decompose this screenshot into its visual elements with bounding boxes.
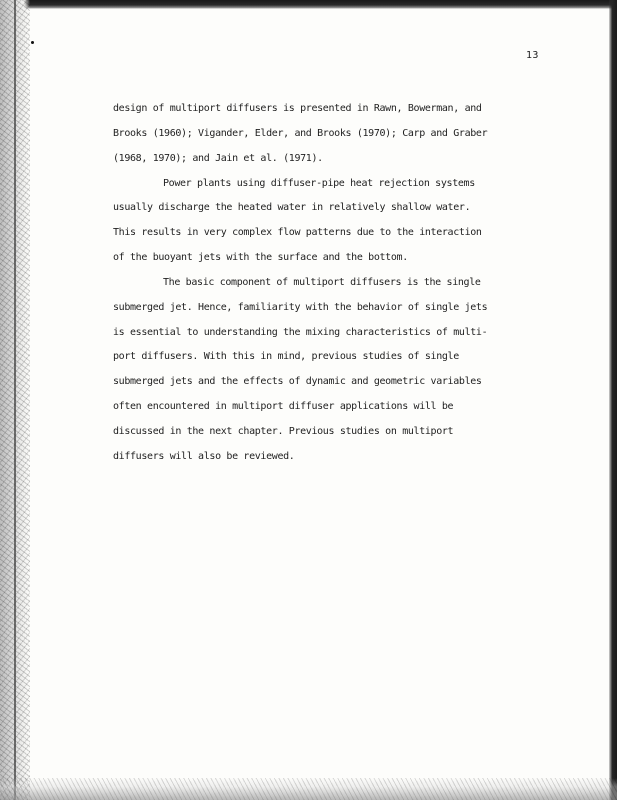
paragraph-first-line: The basic component of multiport diffusers is the single	[163, 276, 481, 288]
text-line: This results in very complex flow patterns due to the interaction	[113, 227, 482, 239]
text-line: submerged jets and the effects of dynamic and geometric variables	[113, 376, 482, 388]
text-line: port diffusers. With this in mind, previous studies of single	[113, 351, 459, 363]
scan-edge-right	[609, 0, 617, 800]
scan-speck	[31, 41, 34, 44]
text-line: (1968, 1970); and Jain et al. (1971).	[113, 152, 323, 164]
paragraph-first-line: Power plants using diffuser-pipe heat rejection systems	[163, 177, 475, 189]
binding-shadow-line	[14, 0, 16, 800]
text-line: discussed in the next chapter. Previous studies on multiport	[113, 425, 454, 437]
text-line: is essential to understanding the mixing characteristics of multi-	[113, 326, 488, 338]
scan-edge-bottom	[0, 778, 617, 800]
text-line: submerged jet. Hence, familiarity with the behavior of single jets	[113, 301, 488, 313]
text-line: usually discharge the heated water in relatively shallow water.	[113, 202, 471, 214]
text-line: often encountered in multiport diffuser applications will be	[113, 401, 454, 413]
page-number: 13	[526, 50, 539, 61]
text-line: Brooks (1960); Vigander, Elder, and Brooks (1970); Carp and Graber	[113, 127, 488, 139]
text-line: of the buoyant jets with the surface and the bottom.	[113, 252, 408, 264]
body-text	[113, 100, 553, 473]
text-line: design of multiport diffusers is presented in Rawn, Bowerman, and	[113, 103, 482, 114]
text-line: diffusers will also be reviewed.	[113, 450, 295, 462]
scan-edge-top	[0, 0, 617, 9]
